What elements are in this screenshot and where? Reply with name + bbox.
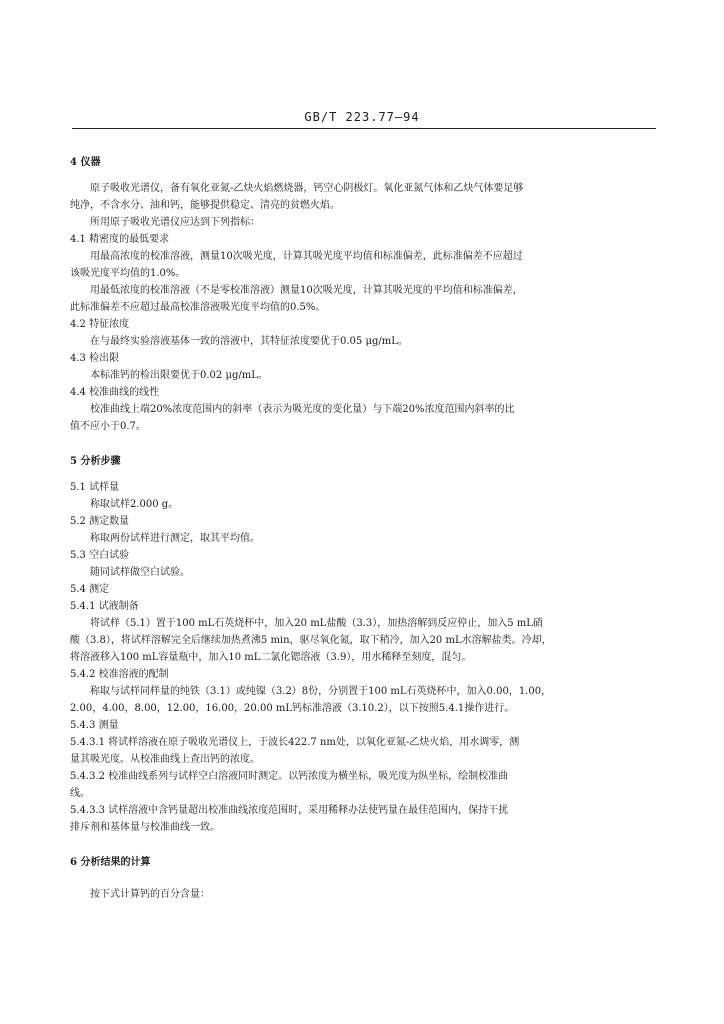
- paragraph-line: 本标准钙的检出限要优于0.02 μg/mL。: [90, 370, 268, 381]
- paragraph-line: 该吸光度平均值的1.0%。: [70, 268, 186, 279]
- paragraph-line: 在与最终实验溶液基体一致的溶液中，其特征浓度要优于0.05 μg/mL。: [90, 336, 408, 347]
- paragraph-line: 将试样（5.1）置于100 mL石英烧杯中，加入20 mL盐酸（3.3），加热溶解到反应停止，加入5 mL硝: [90, 618, 543, 629]
- header-rule: [72, 128, 656, 129]
- subsection-heading: 5.4 测定: [70, 584, 110, 595]
- paragraph-line: 称取试样2.000 g。: [90, 499, 179, 510]
- paragraph-line: 所用原子吸收光谱仪应达到下列指标：: [90, 217, 260, 228]
- paragraph-line: 排斥剂和基体量与校准曲线一致。: [70, 822, 220, 833]
- subsection-heading: 5.4.1 试液制备: [70, 601, 139, 612]
- subsection-heading: 5.1 试样量: [70, 482, 120, 493]
- paragraph-line: 量其吸光度。从校准曲线上查出钙的浓度。: [70, 754, 260, 765]
- paragraph-line: 按下式计算钙的百分含量：: [90, 889, 210, 900]
- subsection-heading: 4.2 特征浓度: [70, 319, 130, 330]
- paragraph-line: 2.00，4.00，8.00，12.00，16.00，20.00 mL钙标准溶液（3.10.2），以下按照5.4.1操作进行。: [70, 703, 515, 714]
- paragraph-line: 用最高浓度的校准溶液，测量10次吸光度，计算其吸光度平均值和标准偏差，此标准偏差不应超过: [90, 251, 523, 262]
- section-heading: 4 仪器: [70, 157, 101, 168]
- paragraph-line: 5.4.3.3 试样溶液中含钙量超出校准曲线浓度范围时，采用稀释办法使钙量在最佳范围内，保持干扰: [70, 805, 509, 816]
- paragraph-line: 校准曲线上端20%浓度范围内的斜率（表示为吸光度的变化量）与下端20%浓度范围内斜率的比: [90, 404, 515, 415]
- paragraph-line: 此标准偏差不应超过最高校准溶液吸光度平均值的0.5%。: [70, 302, 326, 313]
- paragraph-line: 5.4.3.2 校准曲线系列与试样空白溶液同时测定。以钙浓度为横坐标，吸光度为纵坐标，绘制校准曲: [70, 771, 509, 782]
- paragraph-line: 用最低浓度的校准溶液（不是零校准溶液）测量10次吸光度，计算其吸光度的平均值和标准偏差，: [90, 285, 523, 296]
- section-heading: 5 分析步骤: [70, 456, 121, 467]
- paragraph-line: 5.4.3.1 将试样溶液在原子吸收光谱仪上，于波长422.7 nm处，以氧化亚氮-乙炔火焰，用水调零，测: [70, 737, 520, 748]
- subsection-heading: 4.4 校准曲线的线性: [70, 387, 160, 398]
- paragraph-line: 纯净，不含水分、油和钙，能够提供稳定、清亮的贫燃火焰。: [70, 200, 340, 211]
- standard-number-header: GB/T 223.77—94: [304, 110, 420, 124]
- subsection-heading: 4.3 检出限: [70, 353, 120, 364]
- paragraph-line: 称取与试样同样量的纯铁（3.1）或纯镍（3.2）8份，分别置于100 mL石英烧杯中，加入0.00，1.00，: [90, 686, 552, 697]
- paragraph-line: 称取两份试样进行测定，取其平均值。: [90, 533, 260, 544]
- paragraph-line: 随同试样做空白试验。: [90, 567, 190, 578]
- paragraph-line: 原子吸收光谱仪，备有氧化亚氮-乙炔火焰燃烧器，钙空心阴极灯。氧化亚氮气体和乙炔气体要足够: [90, 183, 524, 194]
- subsection-heading: 5.3 空白试验: [70, 550, 130, 561]
- document-body: [70, 146, 660, 903]
- paragraph-line: 线。: [70, 788, 90, 799]
- subsection-heading: 5.4.3 测量: [70, 720, 119, 731]
- subsection-heading: 5.2 测定数量: [70, 516, 130, 527]
- subsection-heading: 5.4.2 校准溶液的配制: [70, 669, 169, 680]
- paragraph-line: 酸（3.8），将试样溶解完全后继续加热煮沸5 min，驱尽氧化氮，取下稍冷，加入20 mL水溶解盐类。冷却，: [70, 635, 552, 646]
- paragraph-line: 值不应小于0.7。: [70, 421, 146, 432]
- section-heading: 6 分析结果的计算: [70, 857, 151, 868]
- subsection-heading: 4.1 精密度的最低要求: [70, 234, 170, 245]
- paragraph-line: 将溶液移入100 mL容量瓶中，加入10 mL二氯化锶溶液（3.9），用水稀释至刻度，混匀。: [70, 652, 472, 663]
